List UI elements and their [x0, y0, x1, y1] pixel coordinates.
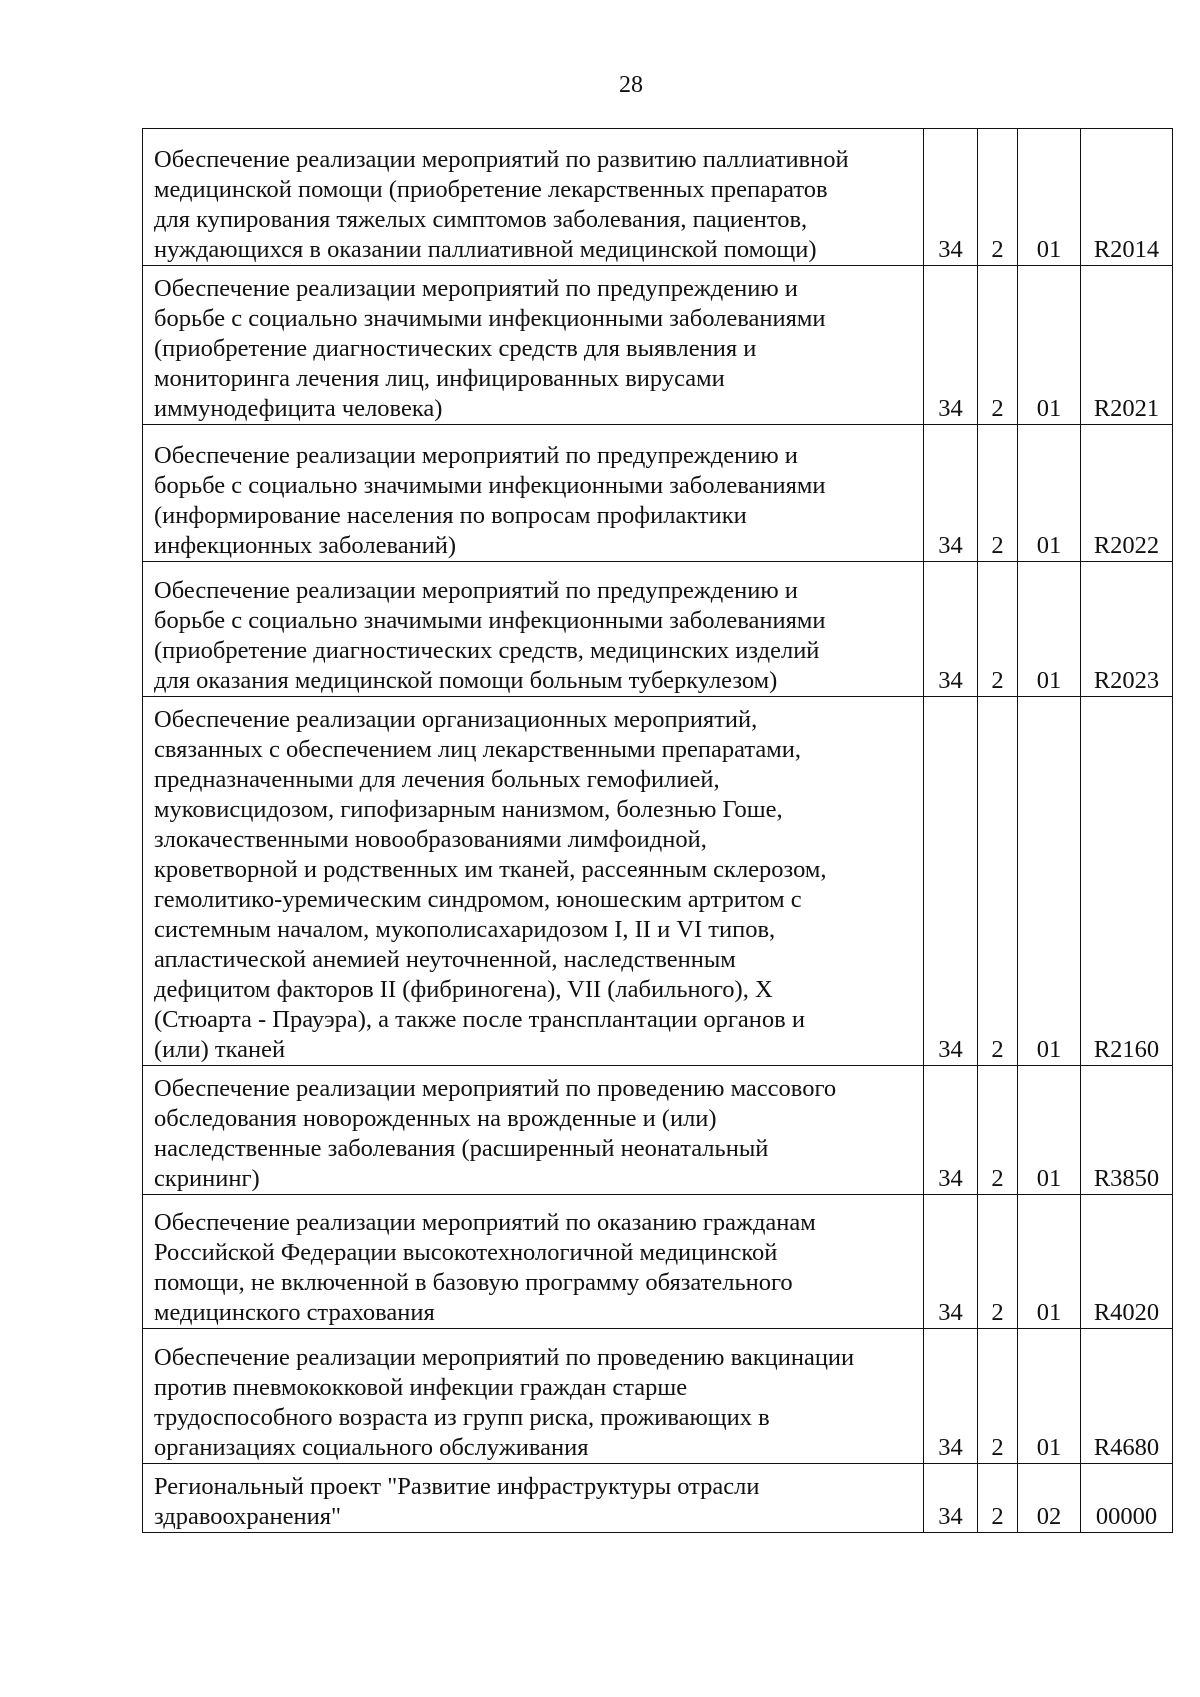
program-code-cell: 34	[924, 562, 978, 697]
subprogram-code-cell: 2	[978, 562, 1018, 697]
row-description: Обеспечение реализации мероприятий по предупреждению и борьбе с социально значимыми инфекционными заболеваниями (приобретение диагностических средств для выявления и мониторинга лечения лиц, инфицированных вирусами иммунодефицита человека)	[143, 266, 924, 425]
program-code-cell: 34	[924, 1195, 978, 1329]
table-row	[143, 697, 1173, 1066]
project-code-cell: 01	[1018, 1329, 1081, 1464]
program-code-cell: 34	[924, 697, 978, 1066]
row-description: Региональный проект "Развитие инфраструктуры отрасли здравоохранения"	[143, 1464, 924, 1533]
row-description: Обеспечение реализации мероприятий по оказанию гражданам Российской Федерации высокотехнологичной медицинской помощи, не включенной в базовую программу обязательного медицинского страхования	[143, 1195, 924, 1329]
table-row	[143, 129, 1173, 266]
project-code-cell: 01	[1018, 1195, 1081, 1329]
row-description: Обеспечение реализации мероприятий по проведению массового обследования новорожденных на врожденные и (или) наследственные заболевания (расширенный неонатальный скрининг)	[143, 1066, 924, 1195]
project-code-cell: 01	[1018, 425, 1081, 562]
program-code-cell: 34	[924, 1066, 978, 1195]
table-row	[143, 1464, 1173, 1533]
page-number: 28	[619, 72, 643, 98]
program-code-cell: 34	[924, 1464, 978, 1533]
subprogram-code-cell: 2	[978, 1464, 1018, 1533]
direction-code-cell: R2022	[1081, 425, 1173, 562]
program-code-cell: 34	[924, 129, 978, 266]
row-description: Обеспечение реализации организационных мероприятий, связанных с обеспечением лиц лекарственными препаратами, предназначенными для лечения больных гемофилией, муковисцидозом, гипофизарным нанизмом, болезнью Гоше, злокачественными новообразованиями лимфоидной, кроветворной и родственных им тканей, рассеянным склерозом, гемолитико-уремическим синдромом, юношеским артритом с системным началом, мукополисахаридозом I, II и VI типов, апластической анемией неуточненной, наследственным дефицитом факторов II (фибриногена), VII (лабильного), X (Стюарта - Прауэра), а также после трансплантации органов и (или) тканей	[143, 697, 924, 1066]
subprogram-code-cell: 2	[978, 266, 1018, 425]
direction-code-cell: R2014	[1081, 129, 1173, 266]
row-description: Обеспечение реализации мероприятий по предупреждению и борьбе с социально значимыми инфекционными заболеваниями (информирование населения по вопросам профилактики инфекционных заболеваний)	[143, 425, 924, 562]
table-row	[143, 1329, 1173, 1464]
direction-code-cell: R2160	[1081, 697, 1173, 1066]
row-description: Обеспечение реализации мероприятий по предупреждению и борьбе с социально значимыми инфекционными заболеваниями (приобретение диагностических средств, медицинских изделий для оказания медицинской помощи больным туберкулезом)	[143, 562, 924, 697]
direction-code-cell: R2023	[1081, 562, 1173, 697]
table-row	[143, 1195, 1173, 1329]
direction-code-cell: R2021	[1081, 266, 1173, 425]
subprogram-code-cell: 2	[978, 129, 1018, 266]
subprogram-code-cell: 2	[978, 1066, 1018, 1195]
project-code-cell: 01	[1018, 266, 1081, 425]
project-code-cell: 01	[1018, 1066, 1081, 1195]
program-code-cell: 34	[924, 266, 978, 425]
project-code-cell: 01	[1018, 697, 1081, 1066]
budget-classification-table	[142, 128, 1173, 1533]
row-description: Обеспечение реализации мероприятий по развитию паллиативной медицинской помощи (приобретение лекарственных препаратов для купирования тяжелых симптомов заболевания, пациентов, нуждающихся в оказании паллиативной медицинской помощи)	[143, 129, 924, 266]
table-row	[143, 425, 1173, 562]
table-row	[143, 562, 1173, 697]
project-code-cell: 02	[1018, 1464, 1081, 1533]
direction-code-cell: R4680	[1081, 1329, 1173, 1464]
subprogram-code-cell: 2	[978, 1329, 1018, 1464]
row-description: Обеспечение реализации мероприятий по проведению вакцинации против пневмококковой инфекции граждан старше трудоспособного возраста из групп риска, проживающих в организациях социального обслуживания	[143, 1329, 924, 1464]
project-code-cell: 01	[1018, 129, 1081, 266]
program-code-cell: 34	[924, 425, 978, 562]
table-row	[143, 266, 1173, 425]
program-code-cell: 34	[924, 1329, 978, 1464]
subprogram-code-cell: 2	[978, 697, 1018, 1066]
table-row	[143, 1066, 1173, 1195]
subprogram-code-cell: 2	[978, 425, 1018, 562]
direction-code-cell: R4020	[1081, 1195, 1173, 1329]
subprogram-code-cell: 2	[978, 1195, 1018, 1329]
direction-code-cell: 00000	[1081, 1464, 1173, 1533]
project-code-cell: 01	[1018, 562, 1081, 697]
direction-code-cell: R3850	[1081, 1066, 1173, 1195]
